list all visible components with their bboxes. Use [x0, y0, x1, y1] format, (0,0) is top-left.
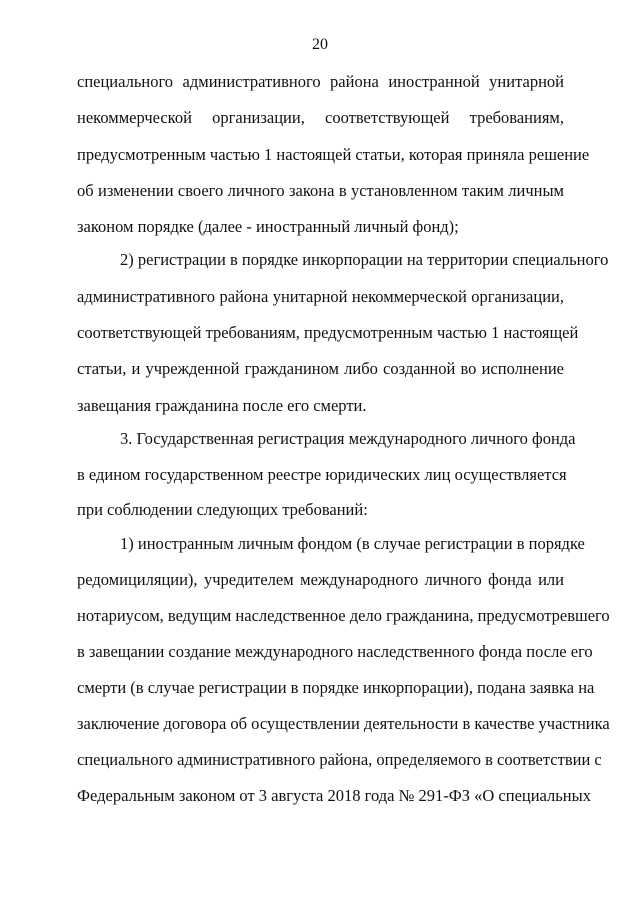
text-line: 2) регистрации в порядке инкорпорации на территории специального: [120, 250, 609, 269]
text-line: при соблюдении следующих требований:: [77, 500, 368, 519]
text-line: 3. Государственная регистрация международного личного фонда: [120, 429, 576, 448]
text-line: специального административного района, определяемого в соответствии с: [77, 750, 602, 769]
text-line: редомициляции), учредителем международного личного фонда или: [77, 570, 564, 589]
text-line: законом порядке (далее - иностранный личный фонд);: [77, 217, 459, 236]
text-line: в едином государственном реестре юридических лиц осуществляется: [77, 465, 567, 484]
text-line: статьи, и учрежденной гражданином либо созданной во исполнение: [77, 359, 564, 378]
text-line: Федеральным законом от 3 августа 2018 года № 291-ФЗ «О специальных: [77, 786, 591, 805]
text-line: предусмотренным частью 1 настоящей статьи, которая приняла решение: [77, 145, 590, 164]
text-line: специального административного района иностранной унитарной: [77, 72, 564, 91]
text-line: административного района унитарной некоммерческой организации,: [77, 287, 564, 306]
text-line: соответствующей требованиям, предусмотренным частью 1 настоящей: [77, 323, 579, 342]
text-line: в завещании создание международного наследственного фонда после его: [77, 642, 593, 661]
text-line: завещания гражданина после его смерти.: [77, 396, 367, 415]
text-line: об изменении своего личного закона в установленном таким личным: [77, 181, 564, 200]
text-line: заключение договора об осуществлении деятельности в качестве участника: [77, 714, 610, 733]
text-line: нотариусом, ведущим наследственное дело гражданина, предусмотревшего: [77, 606, 610, 625]
page-number: 20: [312, 36, 328, 53]
text-line: 1) иностранным личным фондом (в случае регистрации в порядке: [120, 534, 585, 553]
text-line: смерти (в случае регистрации в порядке инкорпорации), подана заявка на: [77, 678, 595, 697]
text-line: некоммерческой организации, соответствующей требованиям,: [77, 108, 564, 127]
